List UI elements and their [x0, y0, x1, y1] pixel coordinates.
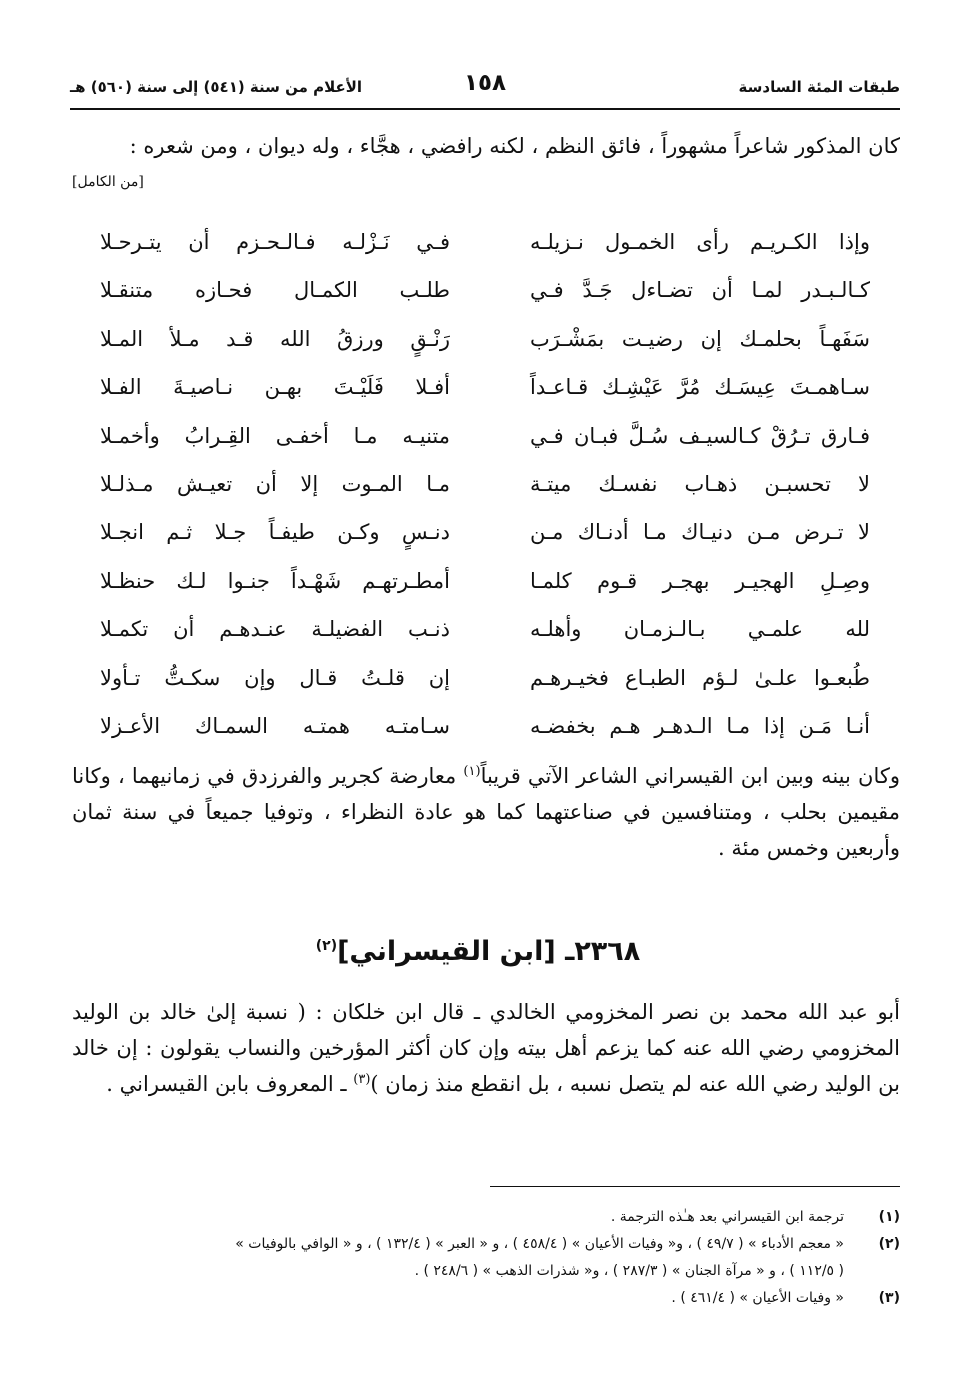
verse-first-hemistich: لله علمـي بـالـزمـان وأهلـه — [530, 617, 870, 642]
footnote-text: ترجمة ابن القيسراني بعد هـٰذه الترجمة . — [610, 1209, 844, 1225]
verse-first-hemistich: أنـا مَـن إذا مـا الـدهـر هـم بخفضـه — [530, 713, 870, 738]
intro-text: كان المذكور شاعراً مشهوراً ، فائق النظم ، لكنه رافضي ، هجَّاء ، وله ديوان ، ومن شعره : — [129, 134, 900, 158]
entry-heading — [0, 936, 956, 967]
verse-first-hemistich: كـالـبـدر لمـا أن تضـاءل جَـدَّ فـي — [530, 278, 870, 303]
footnote-number: (٢) — [878, 1236, 900, 1252]
header-section-title: طبقات المئة السادسة — [738, 78, 900, 96]
verse-second-hemistich: أمطـرتهـم شَهْـداً جنـوا لـك حنظـلا — [100, 568, 450, 593]
footnote-text: « وفيات الأعيان » ( ٤٦١/٤ ) . — [671, 1290, 844, 1306]
rivalry-paragraph — [72, 758, 900, 866]
footnote-marker[interactable]: (٢) — [315, 938, 338, 954]
verse-second-hemistich: دنـسٍ وكـن طيفـاً جـلا ثـم انجـلا — [100, 520, 450, 545]
verse-first-hemistich: وإذا الكـريـم رأى الخمـول نـزيلـه — [530, 230, 870, 254]
header-range-title: الأعلام من سنة (٥٤١) إلى سنة (٥٦٠) هـ — [70, 78, 363, 96]
verse-first-hemistich: وصِـلِ الهجيـر بهجـر قـوم كلمـا — [530, 568, 870, 593]
verse-second-hemistich: رَنْـقٍ ورزقُ الله قـد مـلأ المـلا — [100, 326, 450, 351]
verse — [100, 464, 870, 512]
footnote-number: (٣) — [878, 1290, 900, 1306]
paragraph-text: وكان بينه وبين ابن القيسراني الشاعر الآتي قريباً — [480, 764, 900, 788]
meter-label: [من الكامل] — [72, 174, 144, 190]
verse-second-hemistich: سـامتـه همتـه السمـاك الأعـزلا — [100, 713, 450, 738]
header-divider — [70, 108, 900, 110]
verse-first-hemistich: طُبعـوا علـىٰ لـؤم الطبـاع فخيـرهـم — [530, 665, 870, 690]
poem — [100, 222, 870, 754]
verse-second-hemistich: إن قلـتُ قـال وإن سكـتُّ تـأولا — [100, 665, 450, 690]
paragraph-text: ـ المعروف بابن القيسراني . — [106, 1072, 354, 1096]
verse-first-hemistich: فـارق تـرُقْ كـالسيـف سُـلَّ فبـان فـي — [530, 423, 870, 448]
footnote — [72, 1285, 900, 1312]
verse — [100, 270, 870, 318]
verse-second-hemistich: مـا المـوت إلا أن تعيـش مـذلـلا — [100, 471, 450, 496]
footnotes — [72, 1204, 900, 1312]
verse — [100, 609, 870, 657]
verse — [100, 222, 870, 270]
intro-paragraph — [72, 128, 900, 192]
footnote — [72, 1204, 900, 1231]
verse — [100, 367, 870, 415]
verse-second-hemistich: متنيـه مـا أخفـى القِـرابُ وأخمـلا — [100, 423, 450, 448]
footnote-text: « معجم الأدباء » ( ٤٩/٧ ) ، و« وفيات الأعيان » ( ٤٥٨/٤ ) ، و « العبر » ( ١٣٢/٤ ) ، و « الوافي بالوفيات » — [235, 1236, 844, 1252]
footnote — [72, 1231, 900, 1285]
verse-second-hemistich: ذنـب الفضيلـة عنـدهـم أن تكمـلا — [100, 617, 450, 642]
verse — [100, 416, 870, 464]
verse — [100, 512, 870, 560]
paragraph-text: أبو عبد الله محمد بن نصر المخزومي الخالدي ـ قال ابن خلكان : ( نسبة إلىٰ خالد بن الوليد المخزومي رضي الله عنه كما يزعم أهل بيته وإن كان أكثر المؤرخين والنساب يقولون : إن خالد بن الوليد رضي الله عنه لم يتصل نسبه ، بل انقطع منذ زمان ) — [72, 1000, 900, 1096]
verse — [100, 658, 870, 706]
biography-paragraph — [72, 994, 900, 1102]
running-header — [70, 72, 900, 108]
verse-first-hemistich: لا تحسبـن ذهـاب نفسـك ميتـة — [530, 471, 870, 496]
verse-first-hemistich: سَفَهـاً بحلمـك إن رضيـت بمَشْـرَب — [530, 326, 870, 351]
verse-second-hemistich: فـي نَـزْلـه فـالـحـزم أن يتـرحـلا — [100, 230, 450, 254]
footnote-marker[interactable]: (١) — [463, 764, 481, 779]
verse — [100, 319, 870, 367]
verse-first-hemistich: لا تـرض مـن دنيـاك مـا أدنـاك مـن — [530, 520, 870, 545]
page-number: ١٥٨ — [463, 70, 507, 96]
footnote-text-continued: ( ١١٢/٥ ) ، و « مرآة الجنان » ( ٢٨٧/٣ ) ، و« شذرات الذهب » ( ٢٤٨/٦ ) . — [414, 1263, 844, 1279]
entry-title-text: ٢٣٦٨ـ [ابن القيسراني] — [337, 936, 641, 967]
footnote-divider — [490, 1186, 900, 1187]
verse — [100, 561, 870, 609]
footnote-number: (١) — [878, 1209, 900, 1225]
verse-first-hemistich: سـاهمـتَ عِيسَـك مُرَّ عَيْشِـك قـاعـداً — [530, 375, 870, 400]
verse-second-hemistich: أفـلا فَلَيْـتَ بهـن نـاصيـةَ الفـلا — [100, 375, 450, 400]
verse — [100, 706, 870, 754]
footnote-marker[interactable]: (٣) — [353, 1072, 371, 1087]
verse-second-hemistich: طلـب الكمـال فحـازه متنقـلا — [100, 278, 450, 303]
paragraph-text: معارضة كجرير والفرزدق في زمانيهما ، وكانا مقيمين بحلب ، ومتنافسين في صناعتهما كما هو عادة النظراء ، وتوفيا جميعاً في سنة ثمان وأربعين وخمس مئة . — [72, 764, 900, 860]
